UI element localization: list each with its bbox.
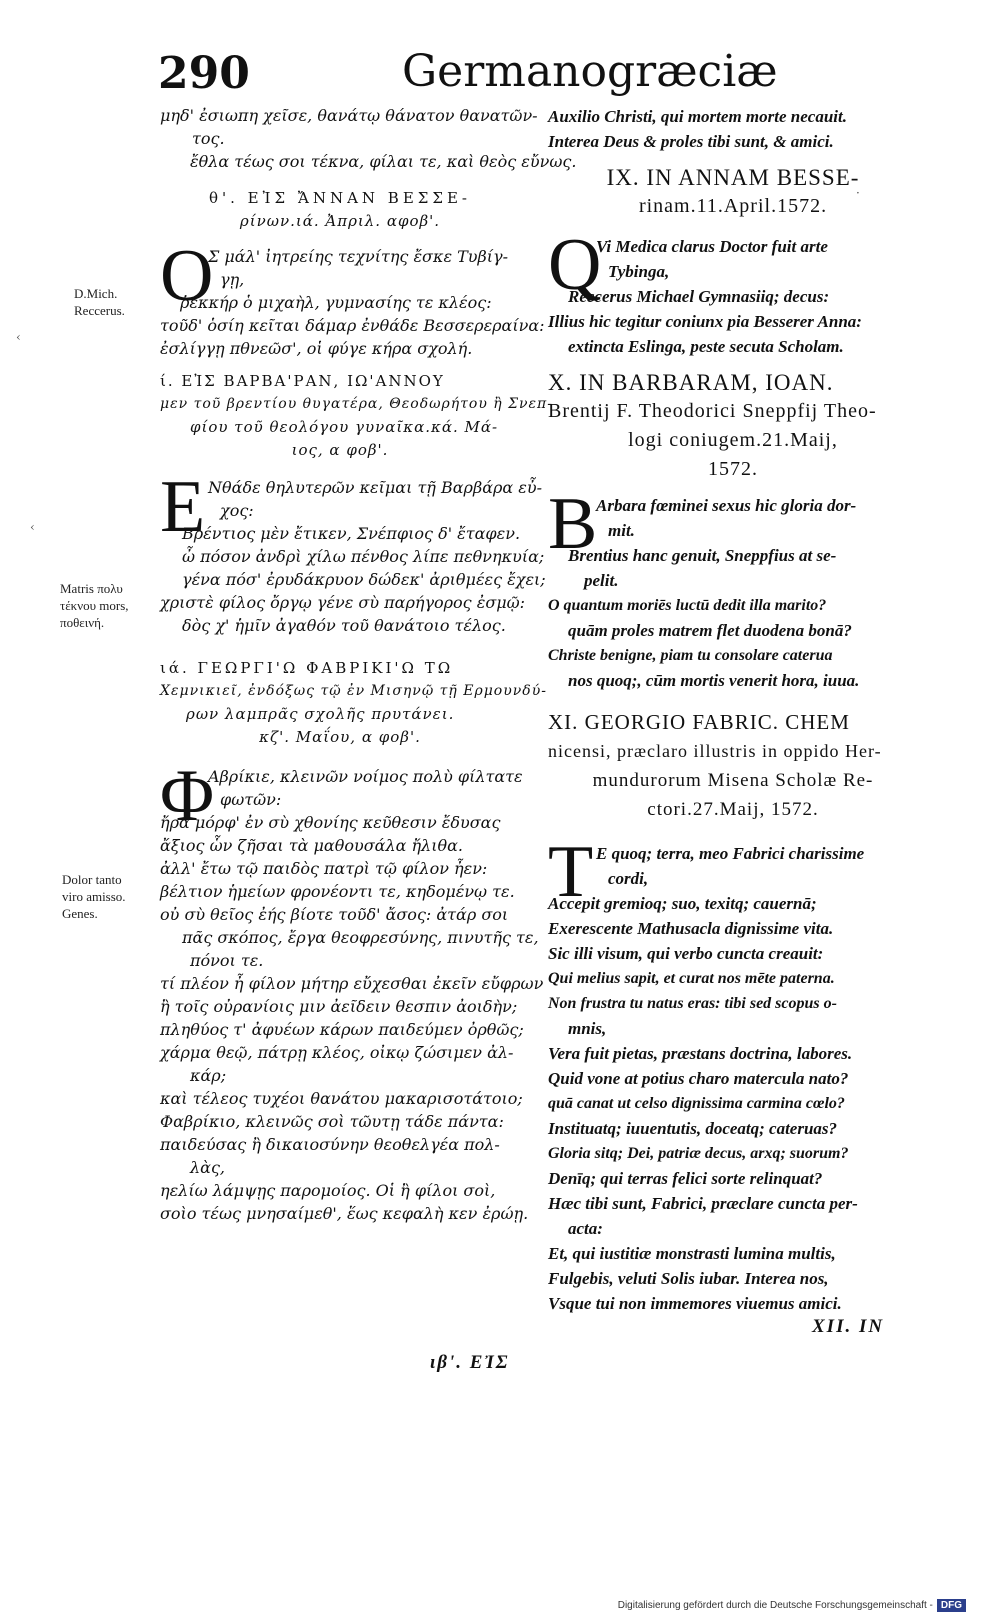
greek-line: Νθάδε θηλυτερῶν κεῖμαι τῇ Βαρβάρα εὖ-: [208, 478, 543, 497]
poem: [160, 466, 546, 637]
greek-line: φωτῶν:: [220, 790, 282, 809]
page-number: 290: [158, 48, 250, 99]
greek-line: πᾶς σκόπος, ἔργα θεοφρεσύνης, πινυτῆς τε,: [182, 928, 539, 947]
greek-line: ῥεκκήρ ὁ μιχαὴλ, γυμνασίης τε κλέος:: [180, 293, 492, 312]
greek-line: σοὶο τέως μνησαίμεθ', ἕως κεφαλὴ κεν ἐρώῃ.: [160, 1204, 529, 1223]
drop-cap: Ε: [160, 466, 206, 548]
latin-line: Christe benigne, piam tu consolare caterua: [548, 647, 833, 664]
greek-line: δὸς χ' ἡμῖν ἀγαθόν τοῦ θανάτοιο τέλος.: [182, 616, 506, 635]
latin-line: nos quoq;, cūm mortis venerit hora, iuua.: [568, 671, 860, 690]
greek-line: Σ μάλ' ἰητρείης τεχνίτης ἔσκε Τυβίγ-: [208, 247, 509, 266]
greek-line: τος.: [192, 129, 225, 148]
latin-line: Fulgebis, veluti Solis iubar. Interea nos,: [548, 1269, 829, 1288]
latin-line: Illius hic tegitur coniunx pia Besserer Anna:: [548, 312, 862, 331]
dfg-logo: DFG: [937, 1599, 966, 1612]
latin-line: Accepit gremioq; suo, texitq; cauernā;: [548, 894, 817, 913]
latin-line: Hæc tibi sunt, Fabrici, præclare cuncta per-: [548, 1194, 858, 1213]
poem: [160, 235, 545, 360]
margin-note: Matris πολυ τέκνου mors, ποθεινή.: [60, 581, 129, 630]
section-subheading: logi coniugem.21.Maij,: [628, 429, 838, 451]
greek-line: παιδεύσας ἢ δικαιοσύνην θεοθελγέα πολ-: [160, 1135, 500, 1154]
drop-cap: B: [548, 483, 598, 565]
greek-line: χριστὲ φίλος ὄργῳ γένε σὺ παρήγορος ἐσμῷ:: [160, 593, 526, 612]
greek-line: ὦ πόσον ἀνδρὶ χίλω πένθος λίπε πεθνηκυία;: [182, 547, 545, 566]
left-column: [160, 104, 577, 1225]
section-subheading: 1572.: [708, 458, 758, 480]
margin-note: D.Mich. Reccerus.: [74, 286, 125, 318]
greek-line: τοῦδ' ὁσίη κεῖται δάμαρ ἐνθάδε Βεσσερεραίνα:: [160, 316, 545, 335]
latin-line: E quoq; terra, meo Fabrici charissime: [596, 844, 865, 863]
latin-line: Quid vone at potius charo matercula nato?: [548, 1069, 849, 1088]
catchword-right: XII. IN: [812, 1316, 885, 1337]
greek-line: βέλτιον ἡμείων φρονέοντι τε, κηδομένῳ τε.: [160, 882, 515, 901]
section-subheading: rinam.11.April.1572.: [638, 195, 828, 217]
section-subheading: φίου τοῦ θεολόγου γυναῖκα.κά. Μά-: [190, 418, 499, 436]
section-subheading: ρων λαμπρᾶς σχολῆς πρυτάνει.: [186, 705, 455, 723]
latin-line: Gloria sitq; Dei, patriæ decus, arxq; suorum?: [548, 1145, 849, 1162]
drop-cap: Ο: [160, 235, 214, 317]
section-heading: IX. IN ANNAM BESSE-: [606, 165, 860, 190]
section-heading: X. IN BARBARAM, IOAN.: [548, 370, 834, 395]
greek-line: ἄξιος ὧν ζῆσαι τὰ μαθουσάλα ἤλιθα.: [160, 836, 463, 855]
latin-line: Vi Medica clarus Doctor fuit arte: [596, 237, 828, 256]
stray-mark: ‹: [30, 520, 35, 534]
poem: [548, 483, 918, 693]
greek-line: μηδ' ἐσιωπη χεῖσε, θανάτῳ θάνατον θανατῶν-: [160, 106, 538, 125]
section-subheading: ιος, α φοβ'.: [291, 441, 389, 459]
latin-line: Instituatq; iuuentutis, doceatq; cateruas?: [548, 1119, 838, 1138]
poem: [160, 755, 544, 1225]
stray-mark: ·: [856, 186, 860, 200]
greek-line: ἐσλίγγῃ πθνεῶσ', οἱ φύγε κήρα σχολή.: [160, 339, 473, 358]
latin-line: Sic illi visum, qui verbo cuncta creauit:: [548, 944, 824, 963]
latin-line: Vsque tui non immemores viuemus amici.: [548, 1294, 842, 1313]
latin-line: quām proles matrem flet duodena bonā?: [568, 621, 852, 640]
greek-line: γένα πόσ' ἐρυδάκρυον δώδεκ' ἀριθμέες ἔχει;: [182, 570, 546, 589]
margin-note: Dolor tanto viro amisso. Genes.: [62, 872, 126, 921]
latin-line: Brentius hanc genuit, Sneppfius at se-: [568, 546, 837, 565]
latin-line: Reccerus Michael Gymnasiiq; decus:: [568, 287, 830, 306]
section-heading: ιά. ΓΕΩΡΓΙ'Ω ΦΑΒΡΙΚΙ'Ω ΤΩ: [160, 659, 454, 677]
latin-line: O quantum moriēs luctū dedit illa marito?: [548, 597, 827, 614]
section-subheading: μεν τοῦ βρεντίου θυγατέρα, Θεοδωρήτου ἢ Σνεπ-: [160, 396, 553, 412]
catchword-left: ιβ'. ΕἸΣ: [430, 1352, 510, 1373]
greek-line: Βρέντιος μὲν ἔτικεν, Σνέπφιος δ' ἔταφεν.: [182, 524, 521, 543]
right-column: [548, 104, 918, 1316]
section-subheading: Χεμνικιεῖ, ἐνδόξως τῷ ἐν Μισηνῷ τῇ Ερμουνδύ-: [160, 683, 547, 699]
poem: [548, 831, 918, 1316]
latin-line: cordi,: [608, 869, 649, 888]
latin-line: Interea Deus & proles tibi sunt, & amici.: [548, 132, 834, 151]
greek-line: πόνοι τε.: [190, 951, 264, 970]
poem: [548, 224, 918, 359]
greek-line: ἢ τοῖς οὐρανίοις μιν ἀεῖδειν θεσπιν ἀοιδὴν;: [160, 997, 518, 1016]
drop-cap: T: [548, 831, 594, 913]
section-subheading: ρίνων.ιά. Ἀπριλ. αφοβ'.: [239, 212, 441, 230]
greek-line: Αβρίκιε, κλεινῶν νοίμος πολὺ φίλτατε: [208, 767, 523, 786]
greek-line: πληθύος τ' ἀφυέων κάρων παιδεύμεν ὀρθῶς;: [160, 1020, 524, 1039]
section-heading: ί. ΕἸΣ ΒΑΡΒΑ'ΡΑΝ, ΙΩ'ΑΝΝΟΥ: [160, 372, 445, 390]
latin-line: extincta Eslinga, peste secuta Scholam.: [568, 337, 844, 356]
digitization-credit: Digitalisierung gefördert durch die Deutsche Forschungsgemeinschaft - DFG: [618, 1599, 966, 1612]
section-subheading: κζ'. Μαΐου, α φοβ'.: [259, 728, 421, 746]
latin-line: quā canat ut celso dignissima carmina cœlo?: [548, 1095, 845, 1112]
greek-line: γῃ,: [220, 270, 245, 289]
section-subheading: nicensi, præclaro illustris in oppido Her-: [548, 741, 882, 761]
greek-line: ἀλλ' ἔτω τῷ παιδὸς πατρὶ τῷ φίλον ἦεν:: [160, 859, 488, 878]
greek-line: λὰς,: [190, 1158, 225, 1177]
section-subheading: Brentij F. Theodorici Sneppfij Theo-: [548, 400, 877, 422]
latin-line: acta:: [568, 1219, 603, 1238]
latin-line: Arbara fœminei sexus hic gloria dor-: [596, 496, 857, 515]
latin-line: Auxilio Christi, qui mortem morte necauit.: [548, 107, 847, 126]
greek-line: ἤρα μόρφ' ἐν σὺ χθονίης κεῦθεσιν ἔδυσας: [160, 813, 501, 832]
latin-line: Vera fuit pietas, præstans doctrina, labores.: [548, 1044, 853, 1063]
latin-line: Exerescente Mathusacla dignissime vita.: [548, 919, 834, 938]
greek-line: ηελίω λάμψῃς παρομοίος. Οἱ ἢ φίλοι σοὶ,: [160, 1181, 496, 1200]
greek-line: χος:: [220, 501, 254, 520]
latin-line: Et, qui iustitiæ monstrasti lumina multis,: [548, 1244, 836, 1263]
greek-line: οὐ σὺ θεῖος ἐής βίοτε τοῦδ' ἄσος: ἀτάρ σοι: [160, 905, 509, 924]
latin-line: Denīq; qui terras felici sorte relinquat?: [548, 1169, 823, 1188]
running-title: Germanogræciæ: [402, 46, 778, 97]
stray-mark: ‹: [16, 330, 21, 344]
greek-line: καὶ τέλεος τυχέοι θανάτου μακαρισοτάτοιο;: [160, 1089, 523, 1108]
greek-line: ἔθλα τέως σοι τέκνα, φίλαι τε, καὶ θεὸς εὔνως.: [190, 152, 577, 171]
latin-line: Tybinga,: [608, 262, 670, 281]
latin-line: Qui melius sapit, et curat nos mēte paterna.: [548, 970, 835, 987]
latin-line: pelit.: [584, 571, 619, 590]
section-subheading: mundurorum Misena Scholæ Re-: [592, 770, 874, 791]
greek-line: Φαβρίκιο, κλεινῶς σοὶ τῶυτῃ τάδε πάντα:: [160, 1112, 504, 1131]
latin-line: mit.: [608, 521, 635, 540]
drop-cap: Φ: [160, 755, 215, 837]
greek-line: χάρμα θεῷ, πάτρῃ κλέος, οἰκῳ ζώσιμεν ἀλ-: [160, 1043, 514, 1062]
drop-cap: Q: [548, 224, 602, 306]
section-heading: XI. GEORGIO FABRIC. CHEM: [548, 710, 850, 734]
section-heading: θ'. ΕἸΣ ἌΝΝΑΝ ΒΕΣΣΕ-: [208, 189, 471, 207]
section-subheading: ctori.27.Maij, 1572.: [647, 799, 819, 820]
latin-line: mnis,: [568, 1019, 607, 1038]
latin-line: Non frustra tu natus eras: tibi sed scopus o-: [548, 995, 837, 1012]
greek-line: τί πλέον ἦ φίλον μήτηρ εὔχεσθαι ἐκεῖν εὔφρων: [160, 974, 544, 993]
greek-line: κάρ;: [190, 1066, 227, 1085]
